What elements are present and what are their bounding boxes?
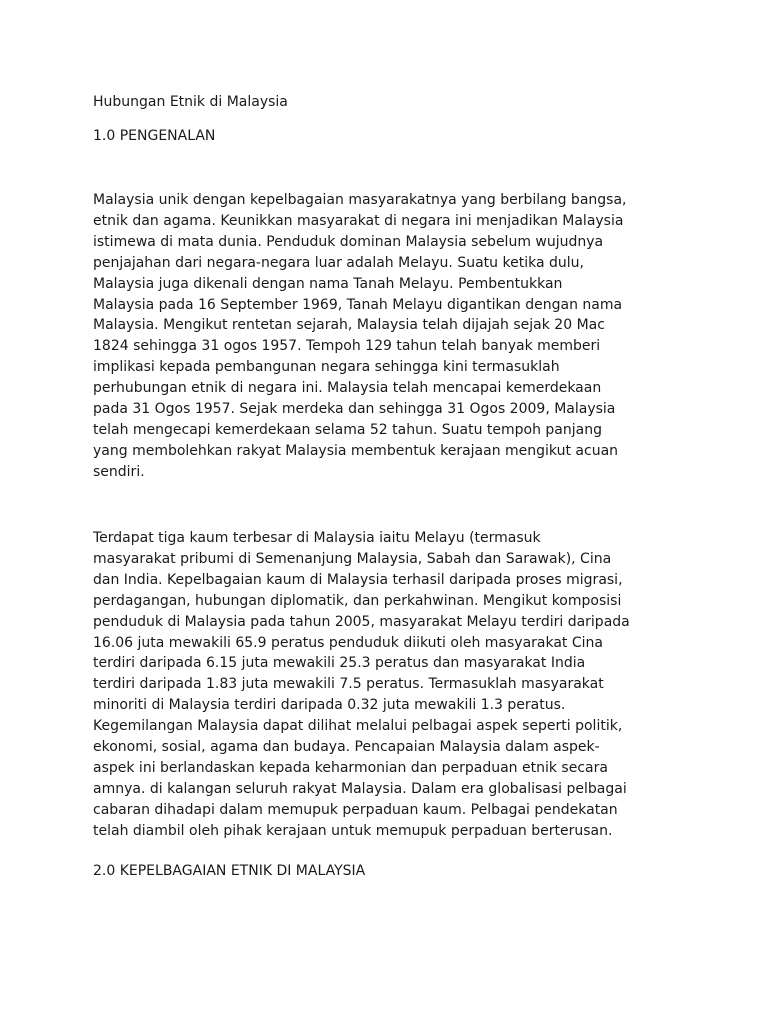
section-2-heading: 2.0 KEPELBAGAIAN ETNIK DI MALAYSIA xyxy=(93,863,366,879)
paragraph-line: implikasi kepada pembangunan negara sehingga kini termasuklah xyxy=(93,359,560,376)
paragraph-line: sendiri. xyxy=(93,463,145,480)
paragraph-line: 16.06 juta mewakili 65.9 peratus penduduk diikuti oleh masyarakat Cina xyxy=(93,634,603,651)
paragraph-line: amnya. di kalangan seluruh rakyat Malaysia. Dalam era globalisasi pelbagai xyxy=(93,780,627,797)
paragraph-line: telah diambil oleh pihak kerajaan untuk memupuk perpaduan berterusan. xyxy=(93,822,613,839)
paragraph-1 xyxy=(93,190,693,483)
paragraph-line: ekonomi, sosial, agama dan budaya. Pencapaian Malaysia dalam aspek- xyxy=(93,739,600,756)
section-1-heading: 1.0 PENGENALAN xyxy=(93,128,216,144)
paragraph-line: Malaysia. Mengikut rentetan sejarah, Malaysia telah dijajah sejak 20 Mac xyxy=(93,317,605,334)
paragraph-line: perhubungan etnik di negara ini. Malaysia telah mencapai kemerdekaan xyxy=(93,380,602,397)
paragraph-line: yang membolehkan rakyat Malaysia membentuk kerajaan mengikut acuan xyxy=(93,442,619,459)
paragraph-line: perdagangan, hubungan diplomatik, dan perkahwinan. Mengikut komposisi xyxy=(93,592,622,609)
paragraph-line: Malaysia pada 16 September 1969, Tanah Melayu digantikan dengan nama xyxy=(93,296,623,313)
paragraph-line: istimewa di mata dunia. Penduduk dominan Malaysia sebelum wujudnya xyxy=(93,233,604,250)
paragraph-line: penduduk di Malaysia pada tahun 2005, masyarakat Melayu terdiri daripada xyxy=(93,613,630,630)
paragraph-2 xyxy=(93,528,693,842)
paragraph-line: etnik dan agama. Keunikkan masyarakat di negara ini menjadikan Malaysia xyxy=(93,212,624,229)
paragraph-line: masyarakat pribumi di Semenanjung Malaysia, Sabah dan Sarawak), Cina xyxy=(93,550,612,567)
paragraph-line: pada 31 Ogos 1957. Sejak merdeka dan sehingga 31 Ogos 2009, Malaysia xyxy=(93,401,616,418)
paragraph-line: Kegemilangan Malaysia dapat dilihat melalui pelbagai aspek seperti politik, xyxy=(93,718,623,735)
document-title: Hubungan Etnik di Malaysia xyxy=(93,94,288,110)
paragraph-line: terdiri daripada 6.15 juta mewakili 25.3 peratus dan masyarakat India xyxy=(93,655,586,672)
paragraph-line: dan India. Kepelbagaian kaum di Malaysia terhasil daripada proses migrasi, xyxy=(93,571,623,588)
paragraph-line: penjajahan dari negara-negara luar adalah Melayu. Suatu ketika dulu, xyxy=(93,254,584,271)
paragraph-line: Malaysia unik dengan kepelbagaian masyarakatnya yang berbilang bangsa, xyxy=(93,192,627,208)
paragraph-line: Terdapat tiga kaum terbesar di Malaysia iaitu Melayu (termasuk xyxy=(93,530,541,546)
paragraph-line: Malaysia juga dikenali dengan nama Tanah Melayu. Pembentukkan xyxy=(93,275,563,292)
paragraph-line: minoriti di Malaysia terdiri daripada 0.32 juta mewakili 1.3 peratus. xyxy=(93,697,566,714)
paragraph-line: telah mengecapi kemerdekaan selama 52 tahun. Suatu tempoh panjang xyxy=(93,421,602,438)
paragraph-line: terdiri daripada 1.83 juta mewakili 7.5 peratus. Termasuklah masyarakat xyxy=(93,676,604,693)
paragraph-line: aspek ini berlandaskan kepada keharmonian dan perpaduan etnik secara xyxy=(93,759,608,776)
paragraph-line: cabaran dihadapi dalam memupuk perpaduan kaum. Pelbagai pendekatan xyxy=(93,801,618,818)
paragraph-line: 1824 sehingga 31 ogos 1957. Tempoh 129 tahun telah banyak memberi xyxy=(93,338,601,355)
